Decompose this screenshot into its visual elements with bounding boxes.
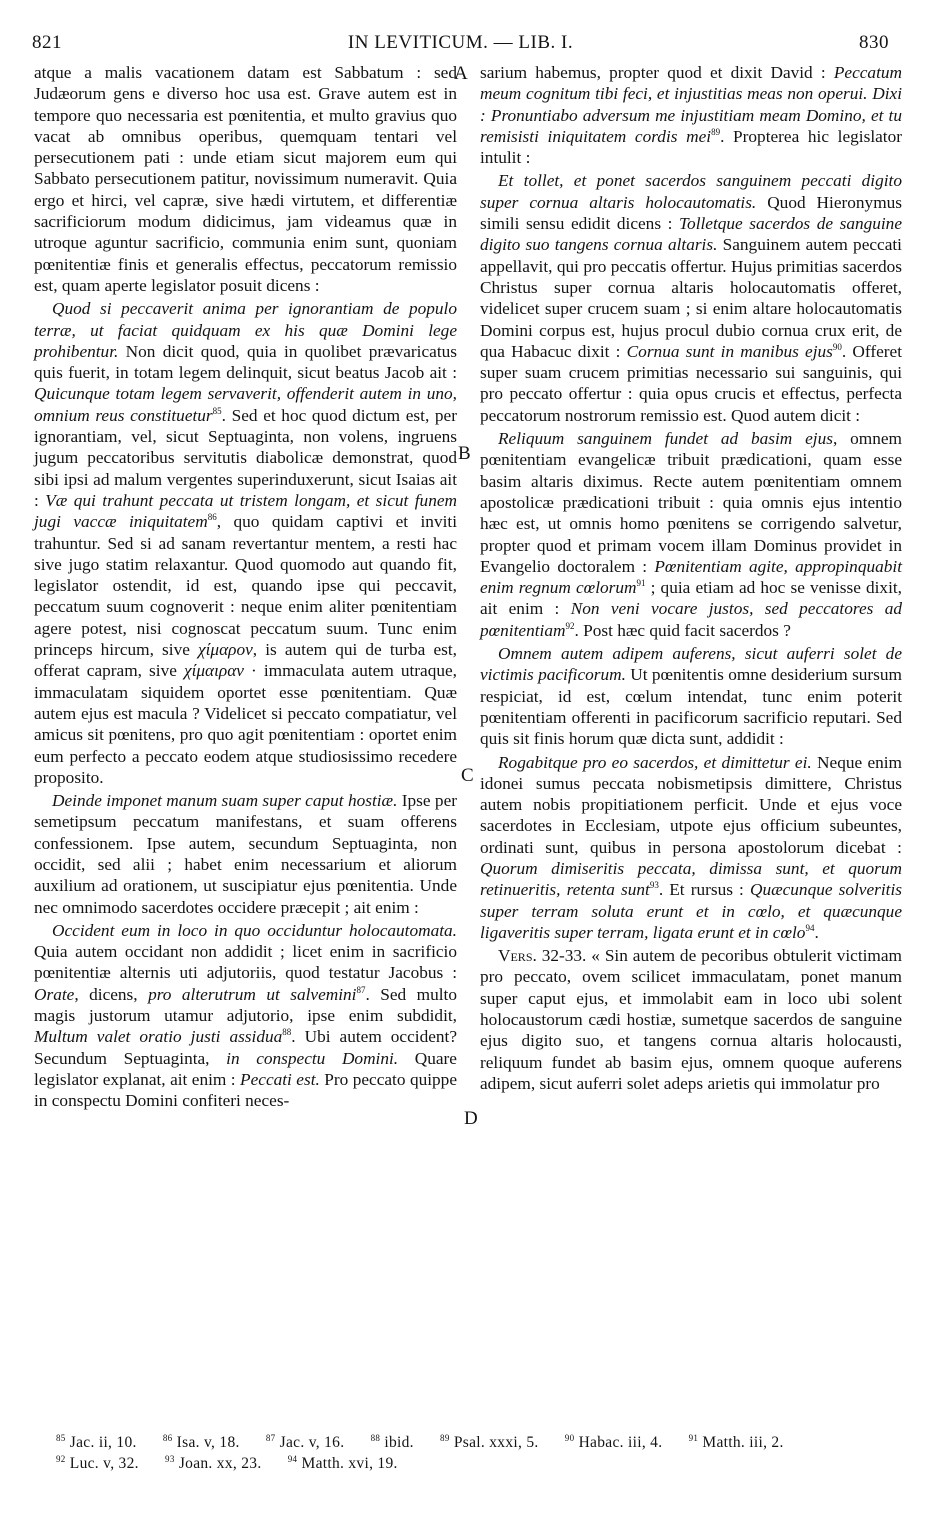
- footnote: $^{90}$ Habac. iii, 4.: [564, 1432, 663, 1451]
- footnote-ref: 92: [565, 620, 575, 631]
- paragraph: sarium habemus, propter quod et dixit David : Peccatum meum cognitum tibi feci, et injustitias meas non operui. Dixi : Pronuntiabo adversum me injustitiam meam Domino, et tu remisisti iniquitatem cordis mei$^{89}$. Propterea hic legislator intulit :: [480, 63, 902, 168]
- footnote-ref: 94: [805, 923, 815, 934]
- footnote-ref: 86: [207, 512, 217, 523]
- paragraph: Rogabitque pro eo sacerdos, et dimittetur ei. Neque enim idonei sumus peccata nobismetipsis dimittere, Christus autem nobis propitiationem perficit. Unde et ejus voce sacerdotes in Ecclesiam, utpote ejus officium subeuntes, ordinati sunt, quibus in persona apostolorum dicebat : Quorum dimiseritis peccata, dimissa sunt, et quorum retinueritis, retenta sunt$^{93}$. Et rursus : Quæcunque solveritis super terram soluta erunt et in cœlo, et quæcunque ligaveritis super terram, ligata erunt et in cœlo$^{94}$.: [480, 752, 902, 942]
- paragraph: Quod si peccaverit anima per ignorantiam de populo terræ, ut faciat quidquam ex his quæ Domini lege prohibentur. Non dicit quod, quia in quolibet prævaricatus quis fuerit, in totam legem delinquit, sicut beatus Jacob ait : Quicunque totam legem servaverit, offenderit autem in uno, omnium reus constituetur$^{85}$. Sed et hoc quod dictum est, per ignorantiam, vel, sicut Septuaginta, non volens, ingruens jugum peccatoribus servitutis diabolicæ demonstrat, quod sibi ipsi ad malum vergentes superinduxerunt, sicut Isaias ait : Væ qui trahunt peccata ut tristem longam, et sicut funem jugi vaccæ iniquitatem$^{86}$, quo quidam captivi et inviti trahuntur. Sed si ad sanam revertantur mentem, a resti hac sive jugo statim relaxantur. Quod quomodo aut quando fit, legislator ostendit, id est, quando ipse qui peccavit, peccatum suum cognoverit : neque enim aliter pœnitentiam agere potest, nisi cognoscat peccatum suum. Tunc enim princeps hircum, sive χίμαρον, is autem qui de turba est, offerat capram, sive χίμαιραν · immaculata autem utraque, immaculatam siquidem oportet esse pœnitentiam. Quæ autem ejus est macula ? Videlicet si peccato compatiatur, vel amicus sit pœnitens, pro quo agit pœnitentiam : oportet enim eum perfecto a peccato eodem atque studiosissimo recedere proposito.: [34, 299, 457, 787]
- paragraph: Et tollet, et ponet sacerdos sanguinem peccati digito super cornua altaris holocautomatis. Quod Hieronymus simili sensu edidit dicens : Tolletque sacerdos de sanguine digito suo tangens cornua altaris. Sanguinem autem peccati appellavit, qui pro peccatis offertur. Hujus primitias sacerdos Christus super cornua altaris holocautomatis offeret, videlicet super crucem suam ; si enim altare holocautomatis Domini corpus est, hujus procul dubio cornua crux erit, de qua Habacuc dixit : Cornua sunt in manibus ejus$^{90}$. Offeret super suam crucem primitias necessario sui sanguinis, qui pro peccato offertur : quia opus crucis et effectus, perfecta peccatorum nostrorum remissio est. Quod autem dicit :: [480, 171, 902, 425]
- column-marker-b: B: [458, 443, 471, 464]
- footnote: $^{92}$ Luc. v, 32.: [56, 1453, 139, 1472]
- running-header: [32, 32, 889, 58]
- footnote-ref: 88: [282, 1027, 292, 1038]
- paragraph: Vers. 32-33. « Sin autem de pecoribus obtulerit victimam pro peccato, ovem scilicet immaculatam, ponet manum super caput ejus, et immolabit eam in loco ubi solent holocaustorum cædi hostiæ, sumetque sacerdos de sanguine ejus digito suo, et tangens cornua altaris holocausti, reliquum fundet ab basim ejus, omnem quoque auferens adipem, sicut auferri solet adeps arietis qui immolatur pro: [480, 946, 902, 1093]
- paragraph: Omnem autem adipem auferens, sicut auferri solet de victimis pacificorum. Ut pœnitentis omne desiderium sursum respiciat, id est, cœlum intendat, tunc enim poterit pœnitentiam offerenti in pacificorum sacrificio reputari. Sed quis sit finis horum quæ dicta sunt, addidit :: [480, 644, 902, 749]
- footnote: $^{91}$ Matth. iii, 2.: [688, 1432, 784, 1451]
- footnote: $^{86}$ Isa. v, 18.: [162, 1432, 240, 1451]
- footnote-ref: 91: [636, 578, 646, 589]
- running-title: IN LEVITICUM. — LIB. I.: [347, 32, 574, 53]
- footnote-ref: 85: [212, 405, 222, 416]
- page-number-right: 830: [859, 32, 889, 53]
- paragraph: Reliquum sanguinem fundet ad basim ejus, omnem pœnitentiam evangelicæ tribuit prædicationi, quam esse basim altaris diximus. Recte autem pœnitentiam omnem apostolicæ prædicationi tribuit : quia omnis ejus intentio hæc est, ut omnis homo pœnitens se corrigendo salvetur, propter quod et primam vocem illam Dominus providet in Evangelio doctoralem : Pœnitentiam agite, appropinquabit enim regnum cœlorum$^{91}$ ; quia etiam ad hoc se venisse dixit, ait enim : Non veni vocare justos, sed peccatores ad pœnitentiam$^{92}$. Post hæc quid facit sacerdos ?: [480, 429, 903, 640]
- page-number-left: 821: [32, 32, 62, 53]
- footnote: $^{88}$ ibid.: [370, 1432, 414, 1451]
- footnote: $^{93}$ Joan. xx, 23.: [165, 1453, 262, 1472]
- footnote: $^{94}$ Matth. xvi, 19.: [287, 1453, 398, 1472]
- column-marker-c: C: [461, 765, 474, 786]
- paragraph: atque a malis vacationem datam est Sabbatum : sed Judæorum gens e diverso hoc usa est. Grave autem est in tempore quo necessaria est pœnitentia, et multo gravius quo vacat ab omnibus operibus, quemquam tentari vel persecutionem pati : unde etiam sicut majorem eum qui Sabbato persecutionem patitur, novissimum numeravit. Quia ergo et hirci, vel capræ, sive hædi virtutem, et differentiæ sacrificiorum modum didicimus, jam videamus quæ in utroque aguntur sacrificio, communia enim sunt, quoniam pœnitentiæ finis et generalis effectus, peccatorum remissio est, quam aperte legislator posuit dicens :: [34, 63, 457, 295]
- column-marker-d: D: [464, 1108, 478, 1129]
- verse-label: Vers. 32-33.: [498, 946, 587, 966]
- right-column: [480, 62, 902, 1094]
- left-column: [34, 62, 457, 1112]
- footnote-ref: 93: [649, 880, 659, 891]
- footnote: $^{85}$ Jac. ii, 10.: [56, 1432, 137, 1451]
- footnote-ref: 87: [356, 985, 366, 995]
- footnotes: [56, 1432, 903, 1474]
- paragraph: Occident eum in loco in quo occiduntur holocautomata. Quia autem occidant non addidit ; licet enim in sacrificio pœnitentiæ alternis uti adjutoriis, quod testatur Jacobus : Orate, dicens, pro alterutrum ut salvemini$^{87}$. Sed multo magis justorum utamur adjutorio, ipse enim subdidit, Multum valet oratio justi assidua$^{88}$. Ubi autem occident? Secundum Septuaginta, in conspectu Domini. Quare legislator explanat, ait enim : Peccati est. Pro peccato quippe in conspectu Domini confiteri neces-: [34, 920, 457, 1111]
- footnote: $^{89}$ Psal. xxxi, 5.: [440, 1432, 539, 1451]
- paragraph: Deinde imponet manum suam super caput hostiæ. Ipse per semetipsum peccatum manifestans, et suam offerens confessionem. Ipse autem, secundum Septuaginta, non occidit, sed alii ; habet enim necessarium et aliorum auxilium ad orationem, ut suscipiatur ejus pœnitentia. Unde nec omnimodo sacerdotes occidere præcepit ; ait enim :: [34, 791, 457, 917]
- footnote: $^{87}$ Jac. v, 16.: [265, 1432, 345, 1451]
- column-marker-a: A: [454, 63, 468, 84]
- footnote-ref: 89: [711, 127, 721, 138]
- footnote-ref: 90: [832, 342, 842, 353]
